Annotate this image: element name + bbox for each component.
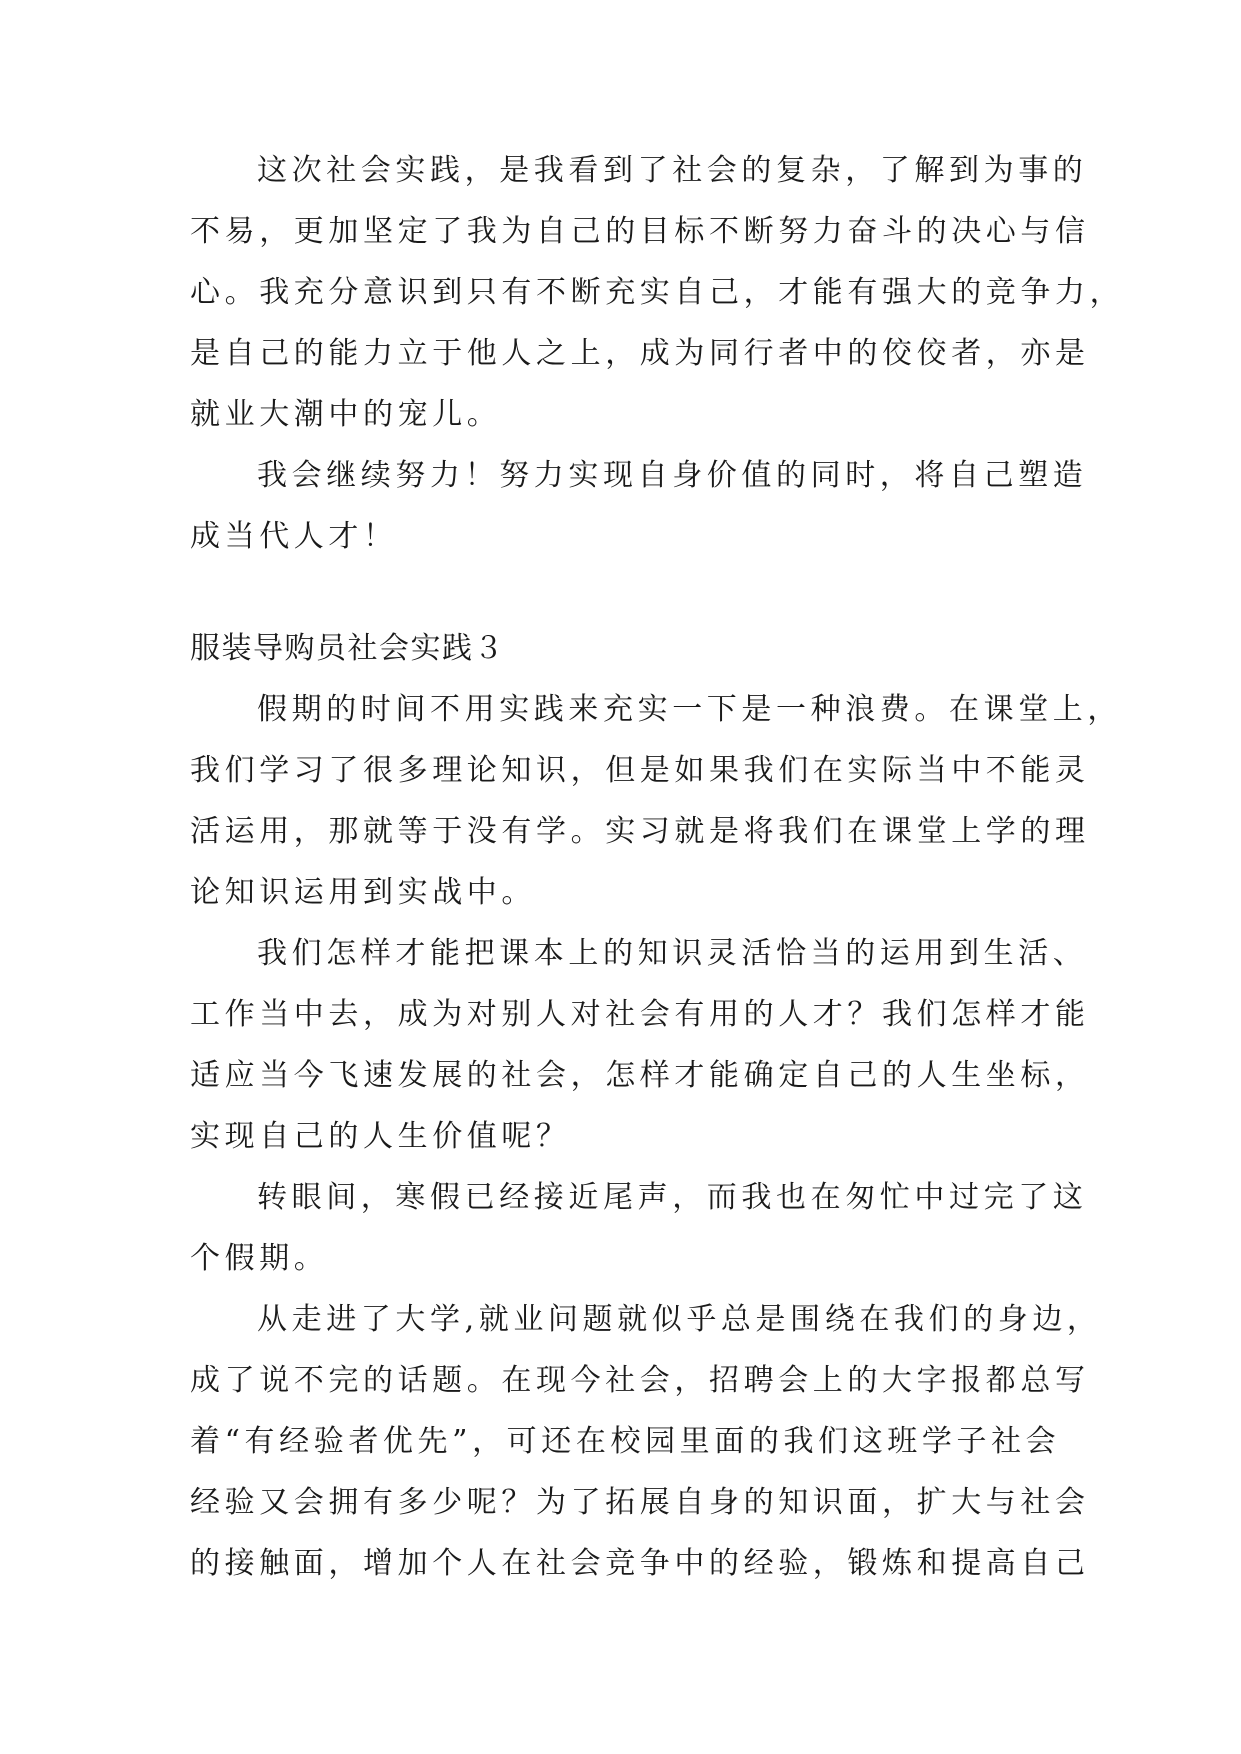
paragraph-line: 这次社会实践，是我看到了社会的复杂，了解到为事的	[257, 153, 1088, 188]
paragraph-line: 成了说不完的话题。在现今社会，招聘会上的大字报都总写	[190, 1363, 1090, 1398]
paragraph-line: 我们学习了很多理论知识，但是如果我们在实际当中不能灵	[190, 753, 1090, 788]
paragraph-line: 适应当今飞速发展的社会，怎样才能确定自己的人生坐标，	[190, 1058, 1090, 1093]
paragraph-line: 是自己的能力立于他人之上，成为同行者中的佼佼者，亦是	[190, 336, 1090, 371]
paragraph-line: 不易，更加坚定了我为自己的目标不断努力奋斗的决心与信	[190, 214, 1090, 249]
paragraph-line: 就业大潮中的宠儿。	[190, 397, 502, 432]
paragraph-line: 从走进了大学,就业问题就似乎总是围绕在我们的身边，	[257, 1302, 1102, 1337]
paragraph-line: 转眼间，寒假已经接近尾声，而我也在匆忙中过完了这	[257, 1180, 1088, 1215]
section-heading: 服装导购员社会实践３	[190, 631, 505, 666]
paragraph-line: 的接触面，增加个人在社会竞争中的经验，锻炼和提高自己	[190, 1546, 1090, 1581]
paragraph-line: 个假期。	[190, 1241, 329, 1276]
paragraph-line: 心。我充分意识到只有不断充实自己，才能有强大的竞争力，	[190, 275, 1125, 310]
paragraph-line: 我会继续努力！努力实现自身价值的同时，将自己塑造	[257, 458, 1088, 493]
paragraph-line: 实现自己的人生价值呢？	[190, 1119, 571, 1154]
paragraph-line: 工作当中去，成为对别人对社会有用的人才？我们怎样才能	[190, 997, 1090, 1032]
paragraph-line: 论知识运用到实战中。	[190, 875, 536, 910]
paragraph-line: 经验又会拥有多少呢？为了拓展自身的知识面，扩大与社会	[190, 1485, 1090, 1520]
paragraph-line: 我们怎样才能把课本上的知识灵活恰当的运用到生活、	[257, 936, 1088, 971]
paragraph-line: 活运用，那就等于没有学。实习就是将我们在课堂上学的理	[190, 814, 1090, 849]
paragraph-line: 着“有经验者优先”，可还在校园里面的我们这班学子社会	[190, 1424, 1061, 1459]
paragraph-line: 假期的时间不用实践来充实一下是一种浪费。在课堂上，	[257, 692, 1122, 727]
paragraph-line: 成当代人才！	[190, 519, 398, 554]
